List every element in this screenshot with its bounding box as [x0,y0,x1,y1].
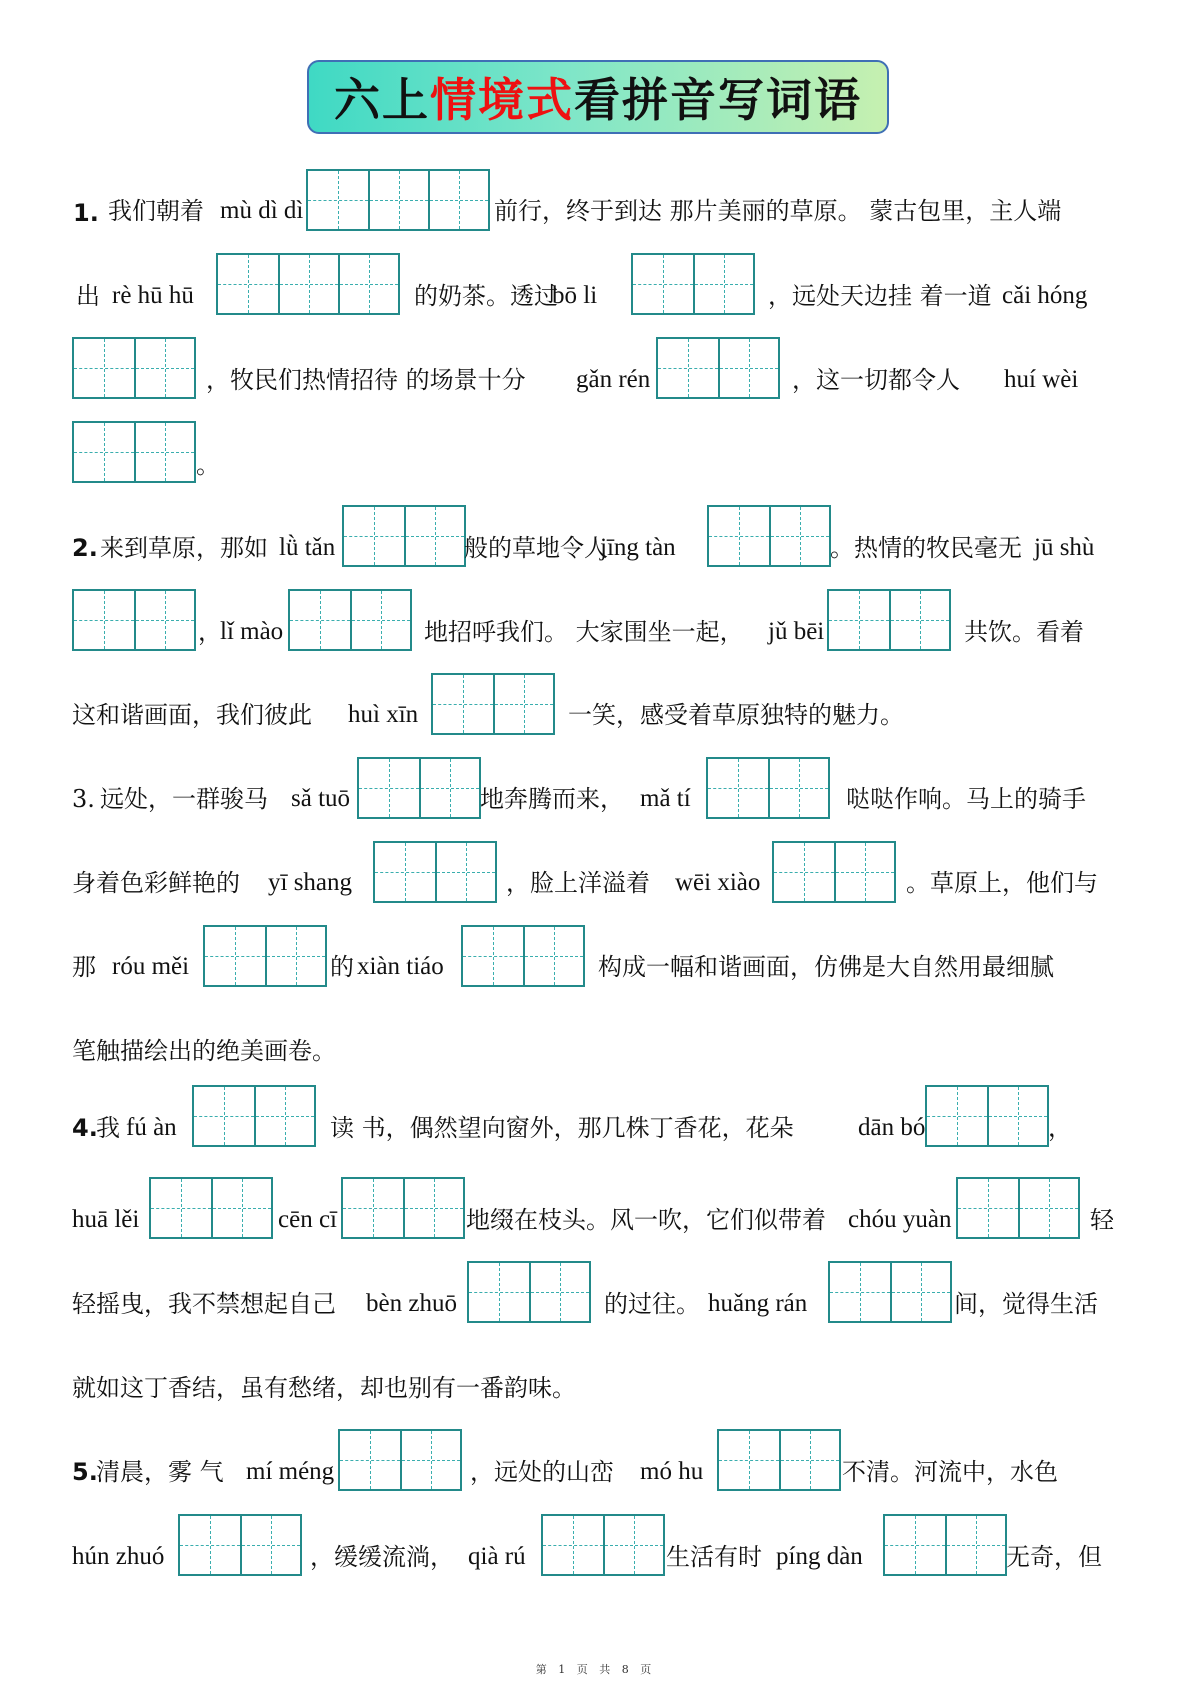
answer-grid[interactable] [341,1177,465,1239]
sentence-text: 这和谐画面，我们彼此 [72,701,312,729]
sentence-text: 间，觉得生活 [954,1290,1098,1318]
answer-grid[interactable] [357,757,481,819]
sentence-text: ， [1048,1114,1072,1142]
answer-grid[interactable] [342,505,466,567]
answer-grid[interactable] [467,1261,591,1323]
pinyin-prompt: róu měi [112,953,190,980]
sentence-text: 那 [72,953,96,981]
char-cell[interactable] [218,255,278,313]
answer-grid[interactable] [149,1177,273,1239]
char-cell[interactable] [719,1431,779,1489]
char-cell[interactable] [834,843,894,901]
sentence-text: 我们朝着 [108,197,204,225]
char-cell[interactable] [779,1431,839,1489]
char-cell[interactable] [493,675,553,733]
char-cell[interactable] [205,927,265,985]
pinyin-prompt: huā lěi [72,1206,140,1233]
char-cell[interactable] [265,927,325,985]
char-cell[interactable] [463,927,523,985]
pinyin-prompt: hún zhuó [72,1543,165,1570]
sentence-text: 。草原上，他们与 [906,869,1098,897]
sentence-text: ，远处天边挂 着一道 [768,282,992,310]
sentence-text: 就如这丁香结，虽有愁绪，却也别有一番韵味。 [72,1374,576,1402]
char-cell[interactable] [338,255,398,313]
answer-grid[interactable] [828,1261,952,1323]
char-cell[interactable] [74,339,134,397]
pinyin-prompt: huǎng rán [708,1290,808,1317]
char-cell[interactable] [768,759,828,817]
sentence-text: 哒哒作响。马上的骑手 [846,785,1086,813]
answer-grid[interactable] [827,589,951,651]
char-cell[interactable] [180,1516,240,1574]
char-cell[interactable] [134,591,194,649]
char-cell[interactable] [428,171,488,229]
char-cell[interactable] [718,339,778,397]
title-highlight: 情境式 [430,73,574,127]
sentence-text: 出 [76,282,100,310]
char-cell[interactable] [890,1263,950,1321]
char-cell[interactable] [543,1516,603,1574]
char-cell[interactable] [151,1179,211,1237]
sentence-text: 地招呼我们。 大家围坐一起， [424,618,744,646]
char-cell[interactable] [74,423,134,481]
answer-grid[interactable] [72,421,196,483]
sentence-text: 身着色彩鲜艳的 [72,869,240,897]
sentence-text: 一笑，感受着草原独特的魅力。 [568,701,904,729]
char-cell[interactable] [419,759,479,817]
pinyin-prompt: cēn cī [278,1206,337,1233]
pinyin-prompt: jū shù [1034,534,1095,561]
pinyin-prompt: jǔ bēi [768,618,825,645]
char-cell[interactable] [1018,1179,1078,1237]
sentence-text: ， [198,618,222,646]
item-number: 4. [72,1114,98,1142]
char-cell[interactable] [359,759,419,817]
char-cell[interactable] [523,927,583,985]
item-number: 1. [73,199,99,227]
char-cell[interactable] [404,507,464,565]
pinyin-prompt: mí méng [246,1458,335,1485]
char-cell[interactable] [693,255,753,313]
answer-grid[interactable] [883,1514,1007,1576]
pinyin-prompt: jīng tàn [600,534,676,561]
sentence-text: 来到草原，那如 [100,534,268,562]
char-cell[interactable] [633,255,693,313]
pinyin-prompt: huì xīn [348,701,419,728]
sentence-text: ，缓缓流淌， [310,1543,454,1571]
sentence-text: 地缀在枝头。风一吹，它们似带着 [466,1206,826,1234]
sentence-text: 轻 [1090,1206,1114,1234]
answer-grid[interactable] [373,841,497,903]
char-cell[interactable] [435,843,495,901]
sentence-text: 笔触描绘出的绝美画卷。 [72,1037,336,1065]
answer-grid[interactable] [431,673,555,735]
char-cell[interactable] [987,1087,1047,1145]
sentence-text: 的奶茶。透过 [414,282,558,310]
char-cell[interactable] [74,591,134,649]
sentence-text: ，牧民们热情招待 的场景十分 [206,366,526,394]
sentence-text: 共饮。看着 [964,618,1084,646]
sentence-text: 。热情的牧民毫无 [830,534,1022,562]
pinyin-prompt: mù dì dì [220,197,304,224]
pinyin-prompt: mǎ tí [640,785,691,812]
char-cell[interactable] [340,1431,400,1489]
pinyin-prompt: dān bó [858,1114,926,1141]
answer-grid[interactable] [288,589,412,651]
char-cell[interactable] [927,1087,987,1145]
char-cell[interactable] [945,1516,1005,1574]
answer-grid[interactable] [72,337,196,399]
page-footer: 第 1 页 共 8 页 [535,1663,656,1676]
char-cell[interactable] [603,1516,663,1574]
pinyin-prompt: gǎn rén [576,366,651,393]
char-cell[interactable] [709,507,769,565]
char-cell[interactable] [469,1263,529,1321]
sentence-text: 地奔腾而来， [480,785,624,813]
item-number: 3. [72,785,95,813]
char-cell[interactable] [658,339,718,397]
sentence-text: ，脸上洋溢着 [506,869,650,897]
pinyin-prompt: rè hū hū [112,282,194,309]
char-cell[interactable] [889,591,949,649]
sentence-text: 生活有时 [666,1543,762,1571]
answer-grid[interactable] [706,757,830,819]
pinyin-prompt: lǐ mào [220,618,284,645]
char-cell[interactable] [254,1087,314,1145]
answer-grid[interactable] [192,1085,316,1147]
answer-grid[interactable] [203,925,327,987]
char-cell[interactable] [830,1263,890,1321]
title-suffix: 看拼音写词语 [574,73,862,127]
pinyin-prompt: chóu yuàn [848,1206,952,1233]
char-cell[interactable] [885,1516,945,1574]
sentence-text: 的 [330,953,354,981]
item-number: 2. [72,534,98,562]
item-number: 5. [72,1458,98,1486]
pinyin-prompt: qià rú [468,1543,526,1570]
pinyin-prompt: yī shang [268,869,353,896]
answer-grid[interactable] [72,589,196,651]
answer-grid[interactable] [178,1514,302,1576]
sentence-text: 远处，一群骏马 [100,785,268,813]
char-cell[interactable] [529,1263,589,1321]
answer-grid[interactable] [707,505,831,567]
char-cell[interactable] [343,1179,403,1237]
sentence-text: 的过往。 [604,1290,700,1318]
sentence-text: 不清。河流中，水色 [842,1458,1058,1486]
answer-grid[interactable] [656,337,780,399]
sentence-text: 前行，终于到达 那片美丽的草原。 蒙古包里，主人端 [494,197,1062,225]
sentence-text: 。 [196,451,220,479]
pinyin-prompt: wēi xiào [675,869,761,896]
char-cell[interactable] [958,1179,1018,1237]
char-cell[interactable] [344,507,404,565]
char-cell[interactable] [134,339,194,397]
sentence-text: 构成一幅和谐画面，仿佛是大自然用最细腻 [598,953,1054,981]
answer-grid[interactable] [631,253,755,315]
sentence-text: 我 [96,1114,120,1142]
char-cell[interactable] [774,843,834,901]
char-cell[interactable] [211,1179,271,1237]
char-cell[interactable] [708,759,768,817]
char-cell[interactable] [194,1087,254,1145]
char-cell[interactable] [829,591,889,649]
sentence-text: ，远处的山峦 [470,1458,614,1486]
pinyin-prompt: huí wèi [1004,366,1079,393]
pinyin-prompt: cǎi hóng [1002,282,1088,309]
pinyin-prompt: bō li [552,282,598,309]
pinyin-prompt: fú àn [126,1114,177,1141]
char-cell[interactable] [403,1179,463,1237]
title-prefix: 六上 [334,73,430,127]
pinyin-prompt: xiàn tiáo [357,953,444,980]
char-cell[interactable] [769,507,829,565]
answer-grid[interactable] [541,1514,665,1576]
pinyin-prompt: lǜ tǎn [279,534,336,561]
char-cell[interactable] [278,255,338,313]
sentence-text: 清晨，雾 气 [96,1458,224,1486]
pinyin-prompt: píng dàn [776,1543,863,1570]
answer-grid[interactable] [461,925,585,987]
char-cell[interactable] [290,591,350,649]
sentence-text: 轻摇曳，我不禁想起自己 [72,1290,336,1318]
sentence-text: 般的草地令人 [464,534,608,562]
char-cell[interactable] [308,171,368,229]
pinyin-prompt: sǎ tuō [291,785,351,812]
answer-grid[interactable] [772,841,896,903]
char-cell[interactable] [240,1516,300,1574]
pinyin-prompt: bèn zhuō [366,1290,457,1317]
char-cell[interactable] [433,675,493,733]
answer-grid[interactable] [925,1085,1049,1147]
page-title [307,60,889,134]
sentence-text: ，这一切都令人 [792,366,960,394]
char-cell[interactable] [400,1431,460,1489]
char-cell[interactable] [375,843,435,901]
sentence-text: 无奇，但 [1006,1543,1102,1571]
answer-grid[interactable] [956,1177,1080,1239]
sentence-text: 读 书，偶然望向窗外，那几株丁香花，花朵 [330,1114,794,1142]
char-cell[interactable] [134,423,194,481]
char-cell[interactable] [350,591,410,649]
pinyin-prompt: mó hu [640,1458,704,1485]
answer-grid[interactable] [216,253,400,315]
char-cell[interactable] [368,171,428,229]
answer-grid[interactable] [338,1429,462,1491]
answer-grid[interactable] [306,169,490,231]
answer-grid[interactable] [717,1429,841,1491]
